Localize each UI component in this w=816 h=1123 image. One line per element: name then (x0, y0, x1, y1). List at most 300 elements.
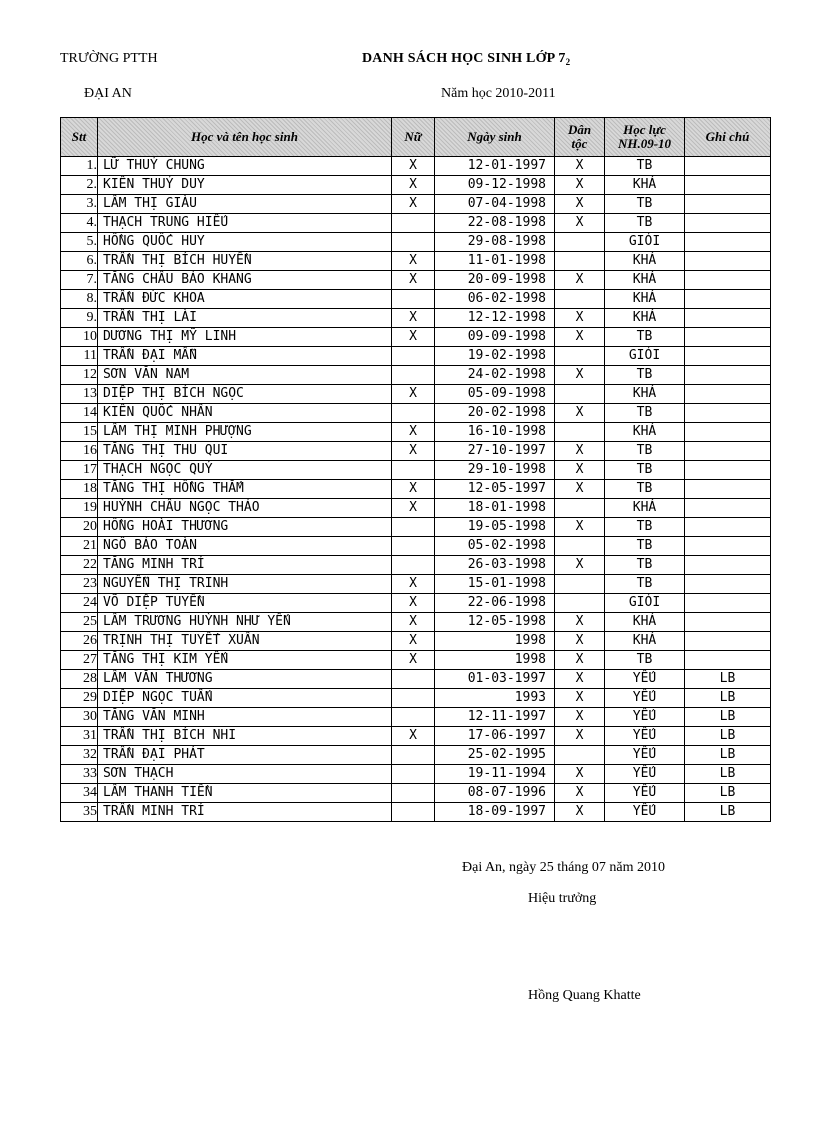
cell-dan-toc (555, 746, 605, 765)
cell-stt: 7. (61, 271, 98, 290)
cell-hoc-luc: KHÁ (605, 309, 685, 328)
principal-name: Hồng Quang Khatte (528, 988, 641, 1003)
cell-stt: 32 (61, 746, 98, 765)
table-row (61, 537, 771, 556)
table-row (61, 480, 771, 499)
cell-hoc-luc: GIỎI (605, 347, 685, 366)
cell-hoc-luc: KHÁ (605, 632, 685, 651)
cell-ngay-sinh: 05-09-1998 (435, 385, 555, 404)
cell-nu (392, 670, 435, 689)
cell-ghi-chu (685, 499, 771, 518)
cell-ngay-sinh: 11-01-1998 (435, 252, 555, 271)
principal-title: Hiệu trưởng (528, 891, 597, 906)
table-row (61, 423, 771, 442)
cell-stt: 24 (61, 594, 98, 613)
cell-stt: 16 (61, 442, 98, 461)
cell-dan-toc (555, 385, 605, 404)
cell-ngay-sinh: 12-12-1998 (435, 309, 555, 328)
cell-stt: 2. (61, 176, 98, 195)
cell-name: DIỆP THỊ BÍCH NGỌC (98, 385, 392, 404)
cell-stt: 25 (61, 613, 98, 632)
cell-name: NGUYỄN THỊ TRINH (98, 575, 392, 594)
cell-stt: 5. (61, 233, 98, 252)
table-row (61, 271, 771, 290)
table-row (61, 575, 771, 594)
cell-hoc-luc: TB (605, 575, 685, 594)
cell-nu: X (392, 613, 435, 632)
cell-dan-toc: X (555, 632, 605, 651)
cell-ghi-chu: LB (685, 784, 771, 803)
cell-ngay-sinh: 26-03-1998 (435, 556, 555, 575)
table-row (61, 214, 771, 233)
cell-dan-toc: X (555, 613, 605, 632)
cell-ghi-chu: LB (685, 708, 771, 727)
cell-ghi-chu: LB (685, 670, 771, 689)
cell-dan-toc: X (555, 670, 605, 689)
cell-stt: 14 (61, 404, 98, 423)
cell-name: VÕ DIỆP TUYỀN (98, 594, 392, 613)
cell-name: DIỆP NGỌC TUẤN (98, 689, 392, 708)
cell-hoc-luc: GIỎI (605, 233, 685, 252)
cell-dan-toc (555, 575, 605, 594)
cell-ghi-chu (685, 537, 771, 556)
cell-stt: 27 (61, 651, 98, 670)
col-header-hoc-luc-line2: NH.09-10 (617, 136, 672, 151)
place-name: ĐẠI AN (84, 86, 132, 101)
cell-nu (392, 784, 435, 803)
cell-dan-toc: X (555, 366, 605, 385)
cell-ngay-sinh: 27-10-1997 (435, 442, 555, 461)
cell-hoc-luc: TB (605, 195, 685, 214)
cell-dan-toc (555, 290, 605, 309)
table-row (61, 347, 771, 366)
cell-name: LỮ THUỶ CHUNG (98, 157, 392, 176)
cell-nu: X (392, 423, 435, 442)
table-row (61, 309, 771, 328)
cell-hoc-luc: YẾU (605, 689, 685, 708)
cell-name: THẠCH NGỌC QUÝ (98, 461, 392, 480)
cell-stt: 4. (61, 214, 98, 233)
cell-ghi-chu (685, 556, 771, 575)
cell-stt: 9. (61, 309, 98, 328)
cell-hoc-luc: TB (605, 461, 685, 480)
cell-hoc-luc: TB (605, 480, 685, 499)
cell-dan-toc (555, 252, 605, 271)
cell-hoc-luc: TB (605, 518, 685, 537)
col-header-stt: Stt (61, 118, 98, 157)
cell-ghi-chu (685, 195, 771, 214)
cell-dan-toc: X (555, 195, 605, 214)
col-header-ngay-sinh: Ngày sinh (435, 118, 555, 157)
cell-ghi-chu: LB (685, 803, 771, 822)
cell-stt: 17 (61, 461, 98, 480)
cell-nu: X (392, 176, 435, 195)
cell-ngay-sinh: 24-02-1998 (435, 366, 555, 385)
cell-dan-toc: X (555, 328, 605, 347)
table-row (61, 442, 771, 461)
cell-dan-toc (555, 423, 605, 442)
cell-stt: 12 (61, 366, 98, 385)
table-row (61, 556, 771, 575)
cell-ghi-chu (685, 290, 771, 309)
cell-dan-toc: X (555, 442, 605, 461)
cell-stt: 30 (61, 708, 98, 727)
col-header-nu: Nữ (392, 118, 435, 157)
cell-ngay-sinh: 15-01-1998 (435, 575, 555, 594)
cell-ngay-sinh: 1998 (435, 651, 555, 670)
cell-dan-toc: X (555, 556, 605, 575)
col-header-dan-toc-line1: Dân (567, 122, 592, 137)
cell-ngay-sinh: 19-11-1994 (435, 765, 555, 784)
cell-nu (392, 366, 435, 385)
cell-ghi-chu (685, 214, 771, 233)
cell-name: KIÊN QUỐC NHÂN (98, 404, 392, 423)
cell-ghi-chu (685, 651, 771, 670)
cell-dan-toc (555, 347, 605, 366)
cell-name: TRẦN THỊ LÀI (98, 309, 392, 328)
table-row (61, 157, 771, 176)
cell-name: HUỲNH CHÂU NGỌC THẢO (98, 499, 392, 518)
cell-stt: 1. (61, 157, 98, 176)
cell-stt: 3. (61, 195, 98, 214)
cell-ghi-chu (685, 366, 771, 385)
cell-stt: 8. (61, 290, 98, 309)
cell-nu: X (392, 575, 435, 594)
cell-stt: 20 (61, 518, 98, 537)
table-header-row (61, 118, 771, 157)
cell-name: HỒNG HOÀI THƯƠNG (98, 518, 392, 537)
cell-hoc-luc: YẾU (605, 708, 685, 727)
table-row (61, 195, 771, 214)
cell-ghi-chu: LB (685, 746, 771, 765)
cell-hoc-luc: YẾU (605, 765, 685, 784)
cell-ghi-chu: LB (685, 689, 771, 708)
cell-hoc-luc: KHÁ (605, 385, 685, 404)
cell-nu: X (392, 385, 435, 404)
table-row (61, 404, 771, 423)
cell-dan-toc: X (555, 518, 605, 537)
cell-stt: 31 (61, 727, 98, 746)
cell-name: LÂM THANH TIỀN (98, 784, 392, 803)
col-header-name: Học và tên học sinh (98, 118, 392, 157)
cell-hoc-luc: KHÁ (605, 499, 685, 518)
cell-ngay-sinh: 18-09-1997 (435, 803, 555, 822)
table-row (61, 727, 771, 746)
cell-nu: X (392, 727, 435, 746)
cell-nu: X (392, 157, 435, 176)
cell-name: TRẦN ĐỨC KHOA (98, 290, 392, 309)
cell-ngay-sinh: 20-02-1998 (435, 404, 555, 423)
cell-hoc-luc: KHÁ (605, 290, 685, 309)
document-title-text: DANH SÁCH HỌC SINH LỚP 7 (362, 51, 566, 66)
cell-name: NGÔ BẢO TOÀN (98, 537, 392, 556)
cell-nu: X (392, 651, 435, 670)
cell-stt: 15 (61, 423, 98, 442)
cell-name: KIÊN THUỶ DUY (98, 176, 392, 195)
cell-ghi-chu (685, 347, 771, 366)
cell-nu (392, 765, 435, 784)
cell-hoc-luc: YẾU (605, 727, 685, 746)
cell-stt: 23 (61, 575, 98, 594)
cell-nu: X (392, 252, 435, 271)
table-row (61, 233, 771, 252)
cell-name: TRẦN MINH TRÍ (98, 803, 392, 822)
table-row (61, 765, 771, 784)
cell-dan-toc: X (555, 461, 605, 480)
cell-name: TĂNG THỊ HỒNG THẮM (98, 480, 392, 499)
cell-nu (392, 347, 435, 366)
student-list-table (60, 117, 771, 822)
cell-nu (392, 746, 435, 765)
table-row (61, 670, 771, 689)
cell-nu (392, 803, 435, 822)
cell-name: LÂM TRƯƠNG HUỲNH NHƯ YẾN (98, 613, 392, 632)
cell-dan-toc (555, 594, 605, 613)
cell-ghi-chu (685, 613, 771, 632)
cell-ghi-chu (685, 252, 771, 271)
cell-ngay-sinh: 16-10-1998 (435, 423, 555, 442)
cell-hoc-luc: TB (605, 442, 685, 461)
cell-name: TĂNG VĂN MINH (98, 708, 392, 727)
cell-nu (392, 689, 435, 708)
col-header-ghi-chu: Ghi chú (685, 118, 771, 157)
table-row (61, 290, 771, 309)
cell-dan-toc (555, 233, 605, 252)
table-row (61, 518, 771, 537)
cell-name: TĂNG THỊ THU QUI (98, 442, 392, 461)
cell-ngay-sinh: 19-02-1998 (435, 347, 555, 366)
cell-nu (392, 461, 435, 480)
cell-ngay-sinh: 19-05-1998 (435, 518, 555, 537)
cell-name: SƠN VĂN NAM (98, 366, 392, 385)
table-row (61, 746, 771, 765)
cell-hoc-luc: YẾU (605, 784, 685, 803)
cell-nu: X (392, 328, 435, 347)
cell-hoc-luc: KHÁ (605, 613, 685, 632)
cell-nu (392, 708, 435, 727)
cell-ngay-sinh: 29-10-1998 (435, 461, 555, 480)
cell-stt: 22 (61, 556, 98, 575)
cell-ghi-chu (685, 233, 771, 252)
table-row (61, 803, 771, 822)
cell-dan-toc: X (555, 404, 605, 423)
cell-ghi-chu (685, 594, 771, 613)
cell-ghi-chu (685, 632, 771, 651)
cell-dan-toc: X (555, 271, 605, 290)
cell-hoc-luc: TB (605, 366, 685, 385)
cell-ngay-sinh: 07-04-1998 (435, 195, 555, 214)
cell-ngay-sinh: 12-05-1997 (435, 480, 555, 499)
table-row (61, 594, 771, 613)
cell-stt: 26 (61, 632, 98, 651)
cell-name: SƠN THẠCH (98, 765, 392, 784)
cell-nu (392, 556, 435, 575)
cell-dan-toc: X (555, 214, 605, 233)
cell-hoc-luc: TB (605, 157, 685, 176)
cell-dan-toc: X (555, 651, 605, 670)
col-header-hoc-luc (605, 118, 685, 157)
cell-ghi-chu (685, 575, 771, 594)
cell-ghi-chu (685, 442, 771, 461)
cell-ghi-chu (685, 157, 771, 176)
cell-nu: X (392, 594, 435, 613)
cell-ghi-chu (685, 480, 771, 499)
cell-ngay-sinh: 22-08-1998 (435, 214, 555, 233)
cell-dan-toc: X (555, 309, 605, 328)
cell-name: TĂNG THỊ KIM YẾN (98, 651, 392, 670)
table-row (61, 613, 771, 632)
cell-dan-toc: X (555, 727, 605, 746)
table-row (61, 784, 771, 803)
cell-ngay-sinh: 06-02-1998 (435, 290, 555, 309)
cell-hoc-luc: KHÁ (605, 271, 685, 290)
cell-stt: 28 (61, 670, 98, 689)
cell-ghi-chu (685, 176, 771, 195)
cell-stt: 35 (61, 803, 98, 822)
cell-ngay-sinh: 12-11-1997 (435, 708, 555, 727)
cell-ngay-sinh: 29-08-1998 (435, 233, 555, 252)
cell-nu (392, 404, 435, 423)
table-row (61, 461, 771, 480)
document-title (362, 51, 570, 67)
table-row (61, 651, 771, 670)
cell-stt: 18 (61, 480, 98, 499)
cell-ngay-sinh: 22-06-1998 (435, 594, 555, 613)
cell-name: TRỊNH THỊ TUYẾT XUÂN (98, 632, 392, 651)
cell-dan-toc (555, 537, 605, 556)
cell-hoc-luc: TB (605, 214, 685, 233)
cell-ngay-sinh: 1998 (435, 632, 555, 651)
cell-stt: 6. (61, 252, 98, 271)
table-row (61, 689, 771, 708)
cell-ngay-sinh: 12-05-1998 (435, 613, 555, 632)
school-name: TRƯỜNG PTTH (60, 51, 158, 66)
cell-nu (392, 233, 435, 252)
cell-name: DƯƠNG THỊ MỸ LINH (98, 328, 392, 347)
cell-hoc-luc: TB (605, 404, 685, 423)
cell-dan-toc: X (555, 803, 605, 822)
cell-hoc-luc: TB (605, 651, 685, 670)
cell-stt: 21 (61, 537, 98, 556)
cell-name: LÂM THỊ MINH PHƯỢNG (98, 423, 392, 442)
cell-nu (392, 290, 435, 309)
cell-ngay-sinh: 17-06-1997 (435, 727, 555, 746)
cell-ngay-sinh: 25-02-1995 (435, 746, 555, 765)
cell-ngay-sinh: 18-01-1998 (435, 499, 555, 518)
cell-name: TRẦN THỊ BÍCH HUYỀN (98, 252, 392, 271)
cell-nu (392, 518, 435, 537)
cell-ngay-sinh: 01-03-1997 (435, 670, 555, 689)
cell-ngay-sinh: 09-09-1998 (435, 328, 555, 347)
cell-ghi-chu (685, 404, 771, 423)
cell-nu: X (392, 499, 435, 518)
cell-hoc-luc: YẾU (605, 746, 685, 765)
cell-name: LÂM VĂN THƯƠNG (98, 670, 392, 689)
school-year: Năm học 2010-2011 (441, 86, 556, 101)
cell-name: THẠCH TRUNG HIẾU (98, 214, 392, 233)
cell-dan-toc: X (555, 765, 605, 784)
cell-name: HỒNG QUỐC HUY (98, 233, 392, 252)
cell-ngay-sinh: 05-02-1998 (435, 537, 555, 556)
cell-hoc-luc: GIỎI (605, 594, 685, 613)
table-row (61, 632, 771, 651)
cell-stt: 29 (61, 689, 98, 708)
cell-ngay-sinh: 09-12-1998 (435, 176, 555, 195)
cell-hoc-luc: TB (605, 328, 685, 347)
cell-hoc-luc: KHÁ (605, 176, 685, 195)
cell-ngay-sinh: 08-07-1996 (435, 784, 555, 803)
cell-name: TRẦN ĐẠI MẪN (98, 347, 392, 366)
cell-ghi-chu (685, 271, 771, 290)
cell-nu: X (392, 271, 435, 290)
cell-hoc-luc: TB (605, 537, 685, 556)
table-row (61, 252, 771, 271)
cell-dan-toc: X (555, 708, 605, 727)
cell-nu: X (392, 309, 435, 328)
cell-ghi-chu (685, 461, 771, 480)
cell-ghi-chu (685, 385, 771, 404)
cell-ngay-sinh: 12-01-1997 (435, 157, 555, 176)
date-place: Đại An, ngày 25 tháng 07 năm 2010 (462, 860, 665, 875)
col-header-dan-toc-line2: tộc (571, 136, 588, 151)
cell-hoc-luc: KHÁ (605, 252, 685, 271)
cell-nu: X (392, 480, 435, 499)
cell-nu: X (392, 195, 435, 214)
cell-stt: 10 (61, 328, 98, 347)
cell-name: TRẦN THỊ BÍCH NHI (98, 727, 392, 746)
cell-nu: X (392, 632, 435, 651)
cell-stt: 11 (61, 347, 98, 366)
col-header-dan-toc (555, 118, 605, 157)
cell-hoc-luc: YẾU (605, 803, 685, 822)
col-header-hoc-luc-line1: Học lực (623, 122, 666, 137)
cell-name: TĂNG MINH TRÍ (98, 556, 392, 575)
cell-name: LÂM THỊ GIÀU (98, 195, 392, 214)
cell-dan-toc: X (555, 157, 605, 176)
cell-stt: 19 (61, 499, 98, 518)
table-row (61, 385, 771, 404)
cell-ngay-sinh: 20-09-1998 (435, 271, 555, 290)
table-row (61, 366, 771, 385)
cell-ghi-chu: LB (685, 727, 771, 746)
cell-dan-toc (555, 499, 605, 518)
cell-name: TĂNG CHÂU BẢO KHANG (98, 271, 392, 290)
cell-dan-toc: X (555, 784, 605, 803)
cell-stt: 33 (61, 765, 98, 784)
cell-ghi-chu (685, 309, 771, 328)
cell-hoc-luc: YẾU (605, 670, 685, 689)
cell-dan-toc: X (555, 176, 605, 195)
cell-dan-toc: X (555, 689, 605, 708)
class-subscript: 2 (565, 57, 571, 67)
cell-ghi-chu (685, 328, 771, 347)
table-row (61, 328, 771, 347)
cell-ghi-chu: LB (685, 765, 771, 784)
cell-ghi-chu (685, 423, 771, 442)
table-row (61, 176, 771, 195)
cell-nu (392, 214, 435, 233)
cell-nu: X (392, 442, 435, 461)
cell-name: TRẦN ĐẠI PHÁT (98, 746, 392, 765)
table-row (61, 708, 771, 727)
cell-hoc-luc: KHÁ (605, 423, 685, 442)
cell-dan-toc: X (555, 480, 605, 499)
cell-ghi-chu (685, 518, 771, 537)
table-row (61, 499, 771, 518)
cell-stt: 13 (61, 385, 98, 404)
cell-nu (392, 537, 435, 556)
cell-stt: 34 (61, 784, 98, 803)
